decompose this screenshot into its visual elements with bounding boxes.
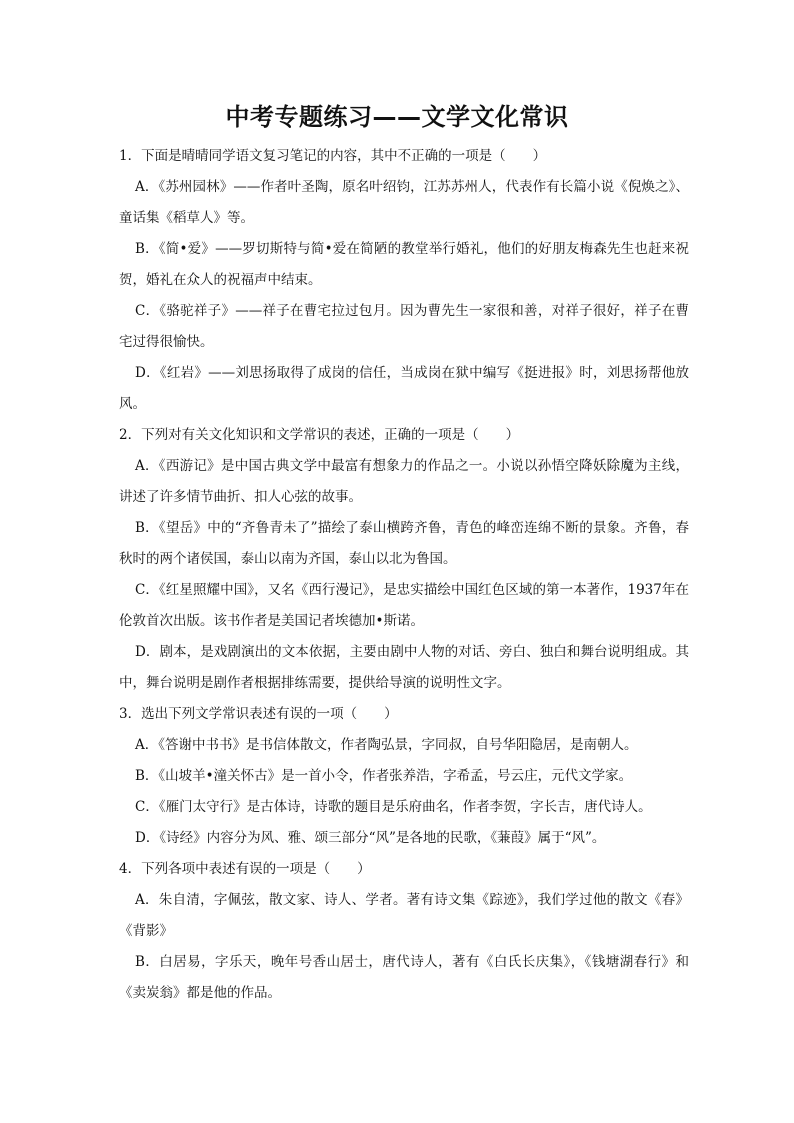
question-3 — [119, 699, 689, 854]
option-c: C．《骆驼祥子》——祥子在曹宅拉过包月。因为曹先生一家很和善，对祥子很好，祥子在曹宅过得很愉快。 — [119, 303, 689, 350]
option-a: A．朱自清，字佩弦，散文家、诗人、学者。著有诗文集《踪迹》，我们学过他的散文《春》《背影》 — [119, 892, 689, 939]
question-2 — [119, 420, 689, 699]
option-a: A．《答谢中书书》是书信体散文，作者陶弘景，字同叔，自号华阳隐居，是南朝人。 — [135, 737, 638, 753]
question-stem: 1．下面是晴晴同学语文复习笔记的内容，其中不正确的一项是（ ） — [119, 148, 547, 164]
question-list — [119, 141, 689, 1009]
option-a: A．《苏州园林》——作者叶圣陶，原名叶绍钧，江苏苏州人，代表作有长篇小说《倪焕之》、童话集《稻草人》等。 — [119, 179, 689, 226]
question-1 — [119, 141, 689, 420]
option-b: B．《简•爱》——罗切斯特与简•爱在简陋的教堂举行婚礼，他们的好朋友梅森先生也赶来祝贺，婚礼在众人的祝福声中结束。 — [119, 241, 689, 288]
option-a: A．《西游记》是中国古典文学中最富有想象力的作品之一。小说以孙悟空降妖除魔为主线，讲述了许多情节曲折、扣人心弦的故事。 — [119, 458, 689, 505]
option-d: D．《红岩》——刘思扬取得了成岗的信任，当成岗在狱中编写《挺进报》时，刘思扬帮他放风。 — [119, 365, 689, 412]
option-d: D．《诗经》内容分为风、雅、颂三部分“风”是各地的民歌，《蒹葭》属于“风”。 — [135, 830, 606, 846]
option-d: D．剧本，是戏剧演出的文本依据，主要由剧中人物的对话、旁白、独白和舞台说明组成。其中，舞台说明是剧作者根据排练需要，提供给导演的说明性文字。 — [119, 644, 689, 691]
question-stem: 2．下列对有关文化知识和文学常识的表述，正确的一项是（ ） — [119, 427, 520, 443]
option-c: C．《红星照耀中国》，又名《西行漫记》，是忠实描绘中国红色区域的第一本著作，1937年在伦敦首次出版。该书作者是美国记者埃德加•斯诺。 — [119, 582, 689, 629]
question-stem: 3．选出下列文学常识表述有误的一项（ ） — [119, 706, 398, 722]
question-stem: 4．下列各项中表述有误的一项是（ ） — [119, 861, 371, 877]
option-b: B．《山坡羊•潼关怀古》是一首小令，作者张养浩，字希孟，号云庄，元代文学家。 — [135, 768, 633, 784]
option-b: B．《望岳》中的“齐鲁青未了”描绘了泰山横跨齐鲁，青色的峰峦连绵不断的景象。齐鲁，春秋时的两个诸侯国，泰山以南为齐国，泰山以北为鲁国。 — [119, 520, 689, 567]
option-b: B．白居易，字乐天，晚年号香山居士，唐代诗人，著有《白氏长庆集》，《钱塘湖春行》和《卖炭翁》都是他的作品。 — [119, 954, 689, 1001]
page-title: 中考专题练习——文学文化常识 — [225, 103, 569, 131]
question-4 — [119, 854, 689, 1009]
option-c: C．《雁门太守行》是古体诗，诗歌的题目是乐府曲名，作者李贺，字长吉，唐代诗人。 — [135, 799, 652, 815]
